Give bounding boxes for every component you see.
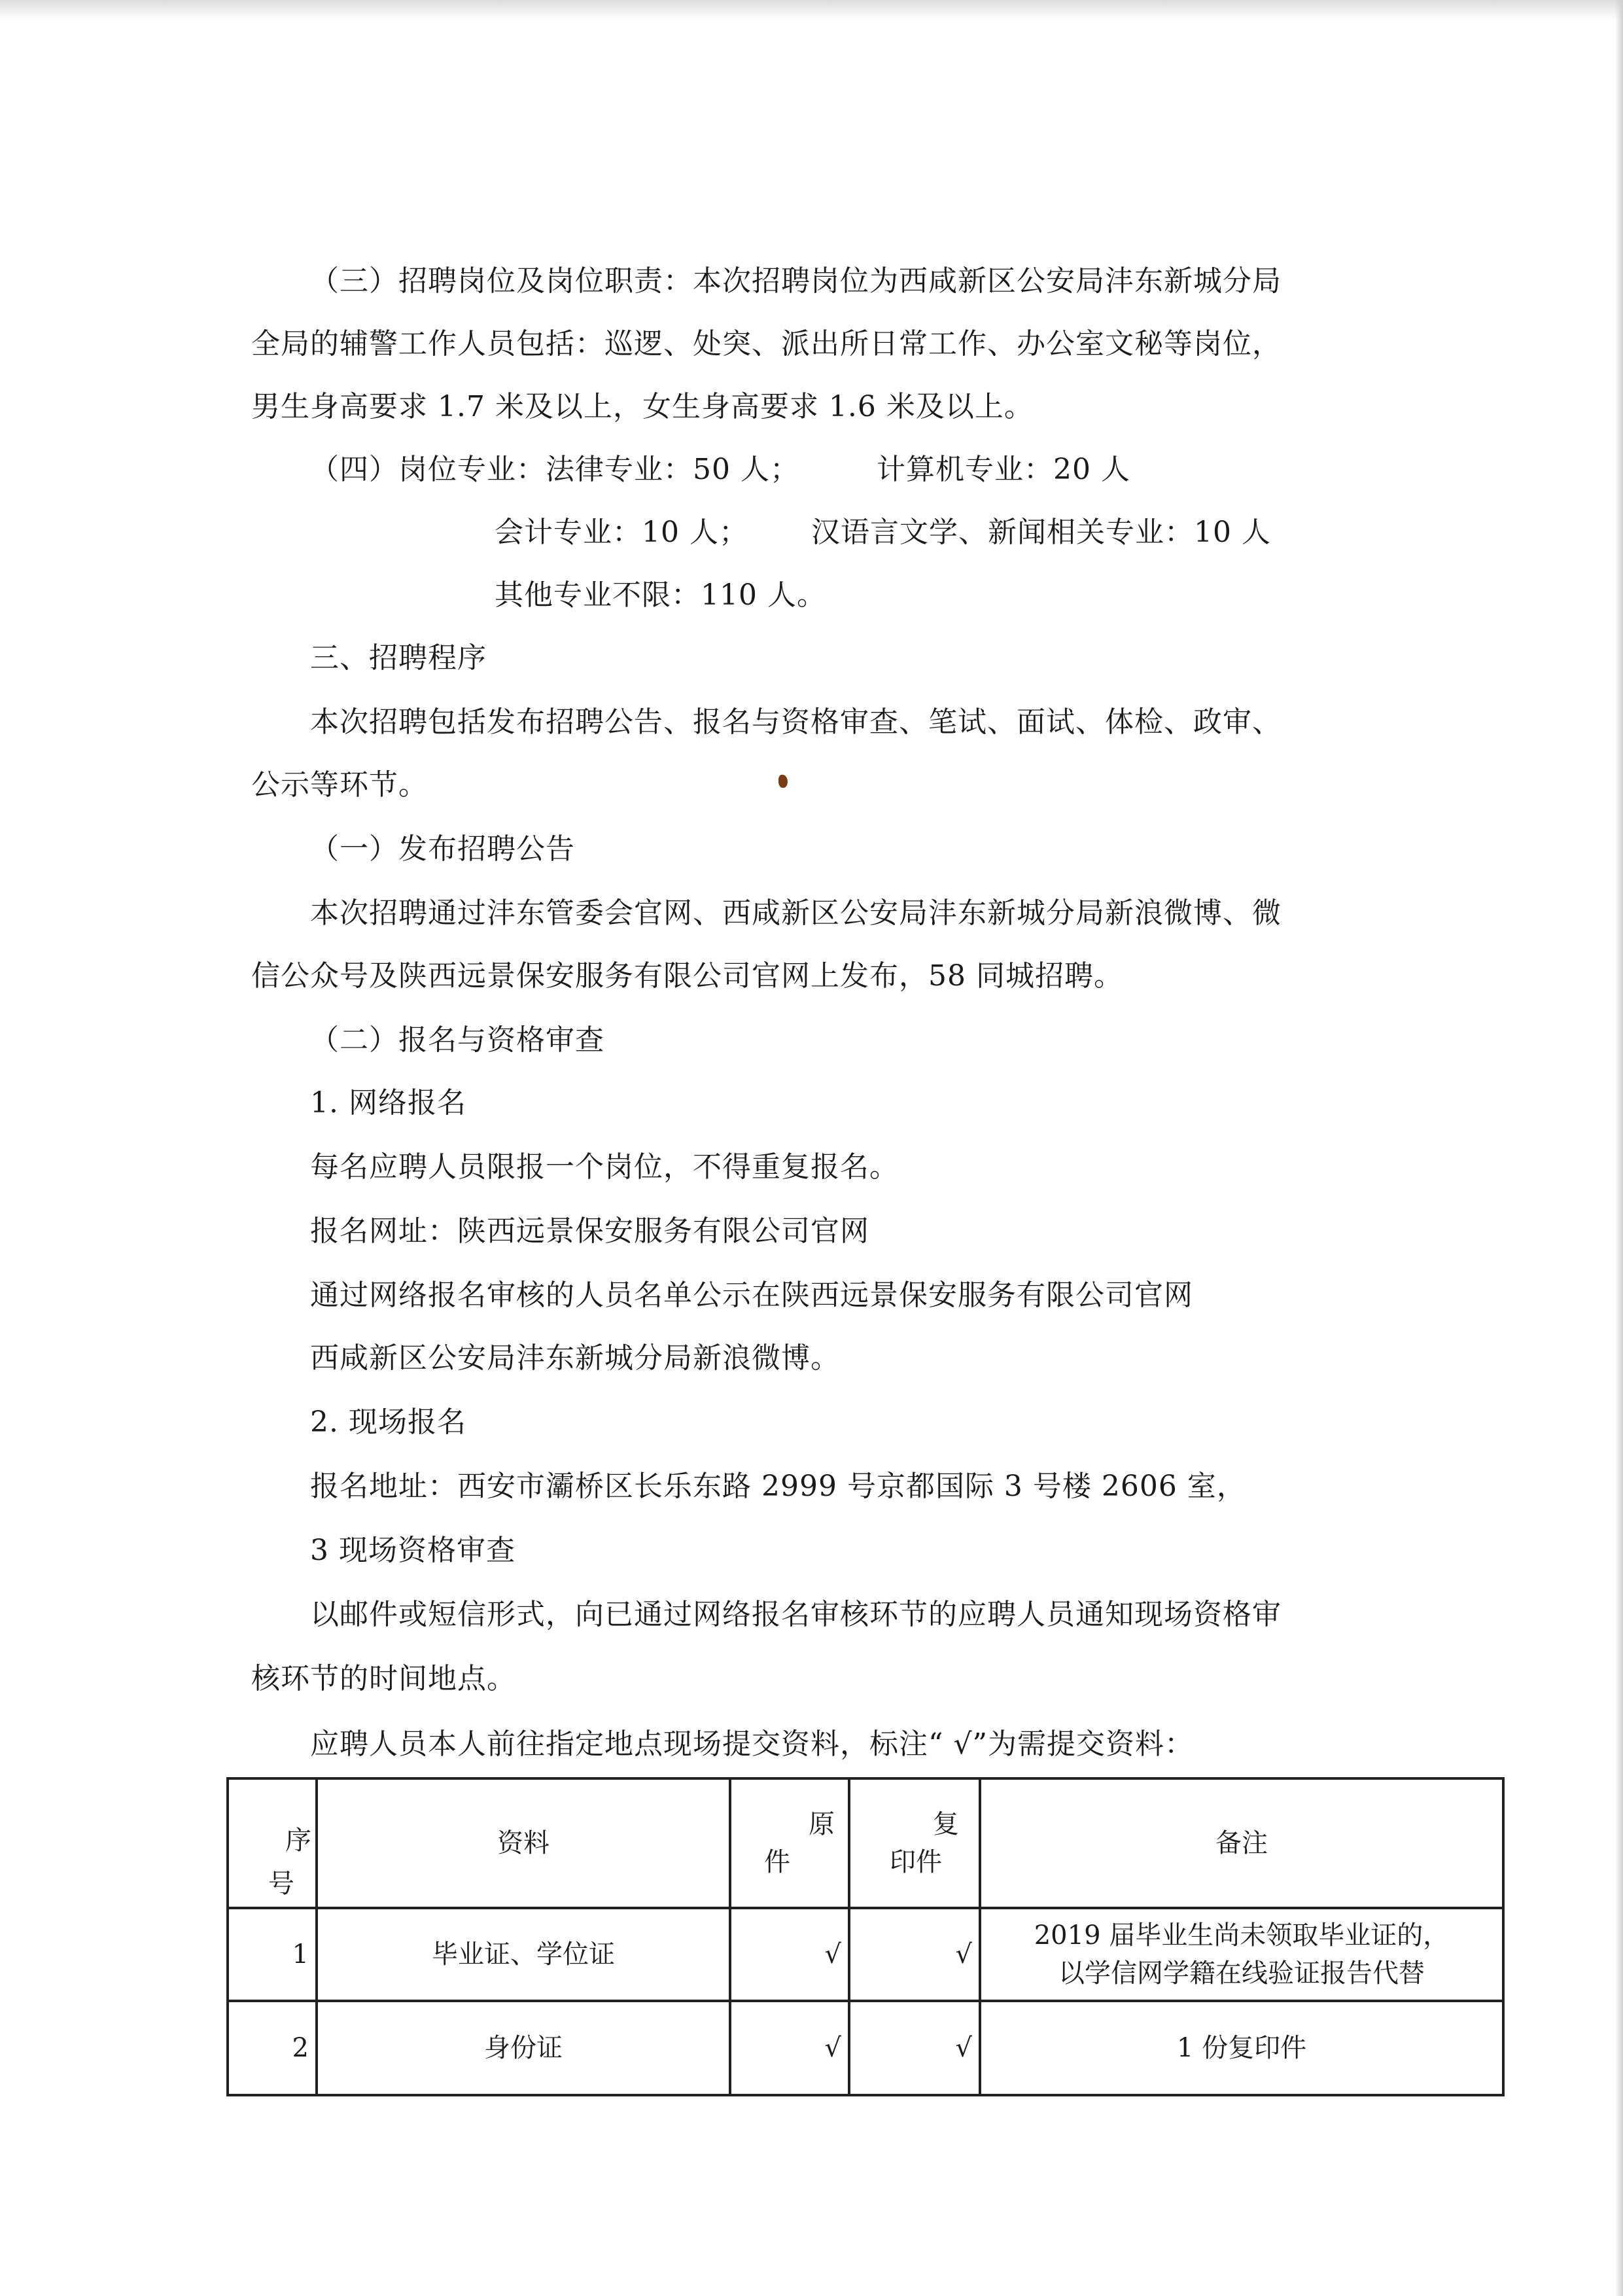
paragraph-line: 男生身高要求 1.7 米及以上，女生身高要求 1.6 米及以上。 (251, 390, 1034, 423)
paragraph-line: 应聘人员本人前往指定地点现场提交资料，标注“ √”为需提交资料： (310, 1727, 1195, 1761)
header-seq (228, 1778, 317, 1908)
paragraph-line: 本次招聘通过沣东管委会官网、西咸新区公安局沣东新城分局新浪微博、微 (310, 896, 1282, 930)
paragraph-line: 通过网络报名审核的人员名单公示在陕西远景保安服务有限公司官网 (310, 1279, 1193, 1312)
header-original-top: 原 (809, 1809, 835, 1839)
paragraph-line: 本次招聘包括发布招聘公告、报名与资格审查、笔试、面试、体检、政审、 (310, 705, 1282, 739)
paragraph-line: 报名网址：陕西远景保安服务有限公司官网 (310, 1214, 869, 1248)
row-original-check: √ (730, 1908, 849, 2001)
paragraph-line: 核环节的时间地点。 (251, 1662, 516, 1695)
table-row (228, 1908, 1503, 2001)
header-original-bottom: 件 (764, 1847, 790, 1877)
paragraph-line: 西咸新区公安局沣东新城分局新浪微博。 (310, 1341, 840, 1375)
paragraph-line: （四）岗位专业：法律专业：50 人； (310, 453, 799, 486)
row-copy-check: √ (849, 2001, 980, 2095)
row-seq: 1 (228, 1908, 317, 2001)
row-material: 身份证 (317, 2001, 730, 2095)
paragraph-line: 每名应聘人员限报一个岗位，不得重复报名。 (310, 1150, 899, 1184)
header-copy-bottom: 印件 (890, 1847, 942, 1877)
header-remark: 备注 (980, 1778, 1503, 1908)
row-material: 毕业证、学位证 (317, 1908, 730, 2001)
subsection-heading: （二）报名与资格审查 (310, 1023, 604, 1057)
paragraph-line: 其他专业不限：110 人。 (495, 578, 826, 612)
row-copy-check: √ (849, 1908, 980, 2001)
paragraph-line: 汉语言文学、新闻相关专业：10 人 (811, 516, 1271, 549)
materials-table (226, 1777, 1505, 2096)
row-remark (980, 1908, 1503, 2001)
table-header-row (228, 1778, 1503, 1908)
row-original-check: √ (730, 2001, 849, 2095)
scan-edge-right (1615, 0, 1623, 2296)
header-seq-bottom: 号 (268, 1869, 294, 1899)
scan-edge-top (0, 0, 1623, 20)
row-remark: 1 份复印件 (980, 2001, 1503, 2095)
paragraph-line: 报名地址：西安市灞桥区长乐东路 2999 号京都国际 3 号楼 2606 室， (310, 1470, 1246, 1503)
paragraph-line: 计算机专业：20 人 (877, 453, 1130, 486)
scan-speck (778, 775, 788, 788)
paragraph-line: 全局的辅警工作人员包括：巡逻、处突、派出所日常工作、办公室文秘等岗位， (251, 327, 1282, 361)
row-seq: 2 (228, 2001, 317, 2095)
header-seq-top: 序 (285, 1826, 311, 1856)
subsection-heading: （一）发布招聘公告 (310, 832, 575, 866)
paragraph-line: 以邮件或短信形式，向已通过网络报名审核环节的应聘人员通知现场资格审 (310, 1598, 1282, 1631)
header-copy-top: 复 (933, 1809, 959, 1839)
header-original (730, 1778, 849, 1908)
header-material: 资料 (317, 1778, 730, 1908)
paragraph-line: 会计专业：10 人； (495, 516, 748, 549)
paragraph-line: 3 现场资格审查 (310, 1534, 515, 1567)
table-row (228, 2001, 1503, 2095)
paragraph-line: 2. 现场报名 (310, 1405, 466, 1439)
paragraph-line: 1. 网络报名 (310, 1086, 466, 1120)
row-remark-line1: 2019 届毕业生尚未领取毕业证的， (1034, 1920, 1450, 1951)
paragraph-line: 信公众号及陕西远景保安服务有限公司官网上发布，58 同城招聘。 (251, 959, 1123, 993)
paragraph-line: 公示等环节。 (251, 768, 428, 802)
row-remark-line2: 以学信网学籍在线验证报告代替 (1058, 1958, 1425, 1988)
header-copy (849, 1778, 980, 1908)
section-heading: 三、招聘程序 (310, 641, 487, 675)
paragraph-line: （三）招聘岗位及岗位职责：本次招聘岗位为西咸新区公安局沣东新城分局 (310, 264, 1282, 298)
